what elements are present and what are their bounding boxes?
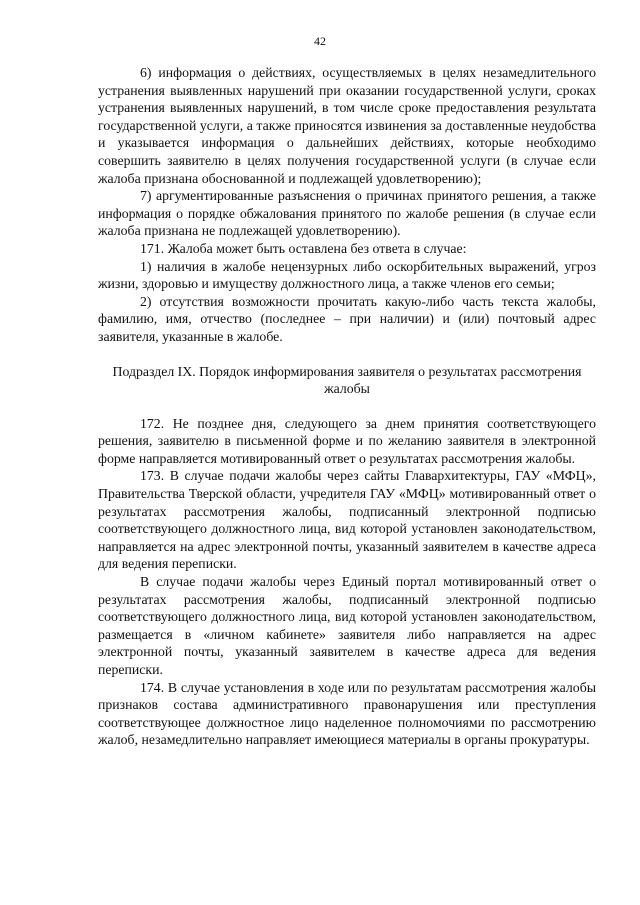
page-number: 42 (314, 34, 326, 48)
paragraph-171-item-1: 1) наличия в жалобе нецензурных либо оскорбительных выражений, угроз жизни, здоровью и имуществу должностного лица, а также членов его семьи; (98, 258, 596, 292)
paragraph-171-item-2: 2) отсутствия возможности прочитать какую-либо часть текста жалобы, фамилию, имя, отчество (последнее – при наличии) и (или) почтовый адрес заявителя, указанные в жалобе. (98, 293, 596, 344)
paragraph-174: 174. В случае установления в ходе или по результатам рассмотрения жалобы признаков состава административного правонарушения или преступления соответствующее должностное лицо наделенное полномочиями по рассмотрению жалоб, незамедлительно направляет имеющиеся материалы в органы прокуратуры. (98, 679, 596, 748)
document-body (98, 64, 596, 749)
subsection-heading: Подраздел IX. Порядок информирования заявителя о результатах рассмотрения жалобы (112, 363, 582, 397)
paragraph-item-7: 7) аргументированные разъяснения о причинах принятого решения, а также информация о порядке обжалования принятого по жалобе решения (в случае если жалоба признана не подлежащей удовлетворению). (98, 188, 596, 239)
paragraph-173: 173. В случае подачи жалобы через сайты Главархитектуры, ГАУ «МФЦ», Правительства Тверской области, учредителя ГАУ «МФЦ» мотивированный ответ о результатах рассмотрения жалобы, подписанный электронной подписью соответствующего должностного лица, вид которой установлен законодательством, направляется на адрес электронной почты, указанный заявителем в качестве адреса для ведения переписки. (98, 468, 596, 572)
paragraph-171: 171. Жалоба может быть оставлена без ответа в случае: (140, 240, 467, 256)
paragraph-172: 172. Не позднее дня, следующего за днем принятия соответствующего решения, заявителю в письменной форме и по желанию заявителя в электронной форме направляется мотивированный ответ о результатах рассмотрения жалобы. (98, 415, 596, 466)
paragraph-173-portal: В случае подачи жалобы через Единый портал мотивированный ответ о результатах рассмотрения жалобы, подписанный электронной подписью соответствующего должностного лица, вид которой установлен законодательством, размещается в «личном кабинете» заявителя либо направляется на адрес электронной почты, указанный заявителем в качестве адреса для ведения переписки. (98, 574, 596, 677)
paragraph-item-6: 6) информация о действиях, осуществляемых в целях незамедлительного устранения выявленных нарушений при оказании государственной услуги, сроках устранения выявленных нарушений, в том числе сроке предоставления результата государственной услуги, а также приносятся извинения за доставленные неудобства и указывается информация о дальнейших действиях, которые необходимо совершить заявителю в целях получения государственной услуги (в случае если жалоба признана обоснованной и подлежащей удовлетворению); (98, 65, 596, 186)
